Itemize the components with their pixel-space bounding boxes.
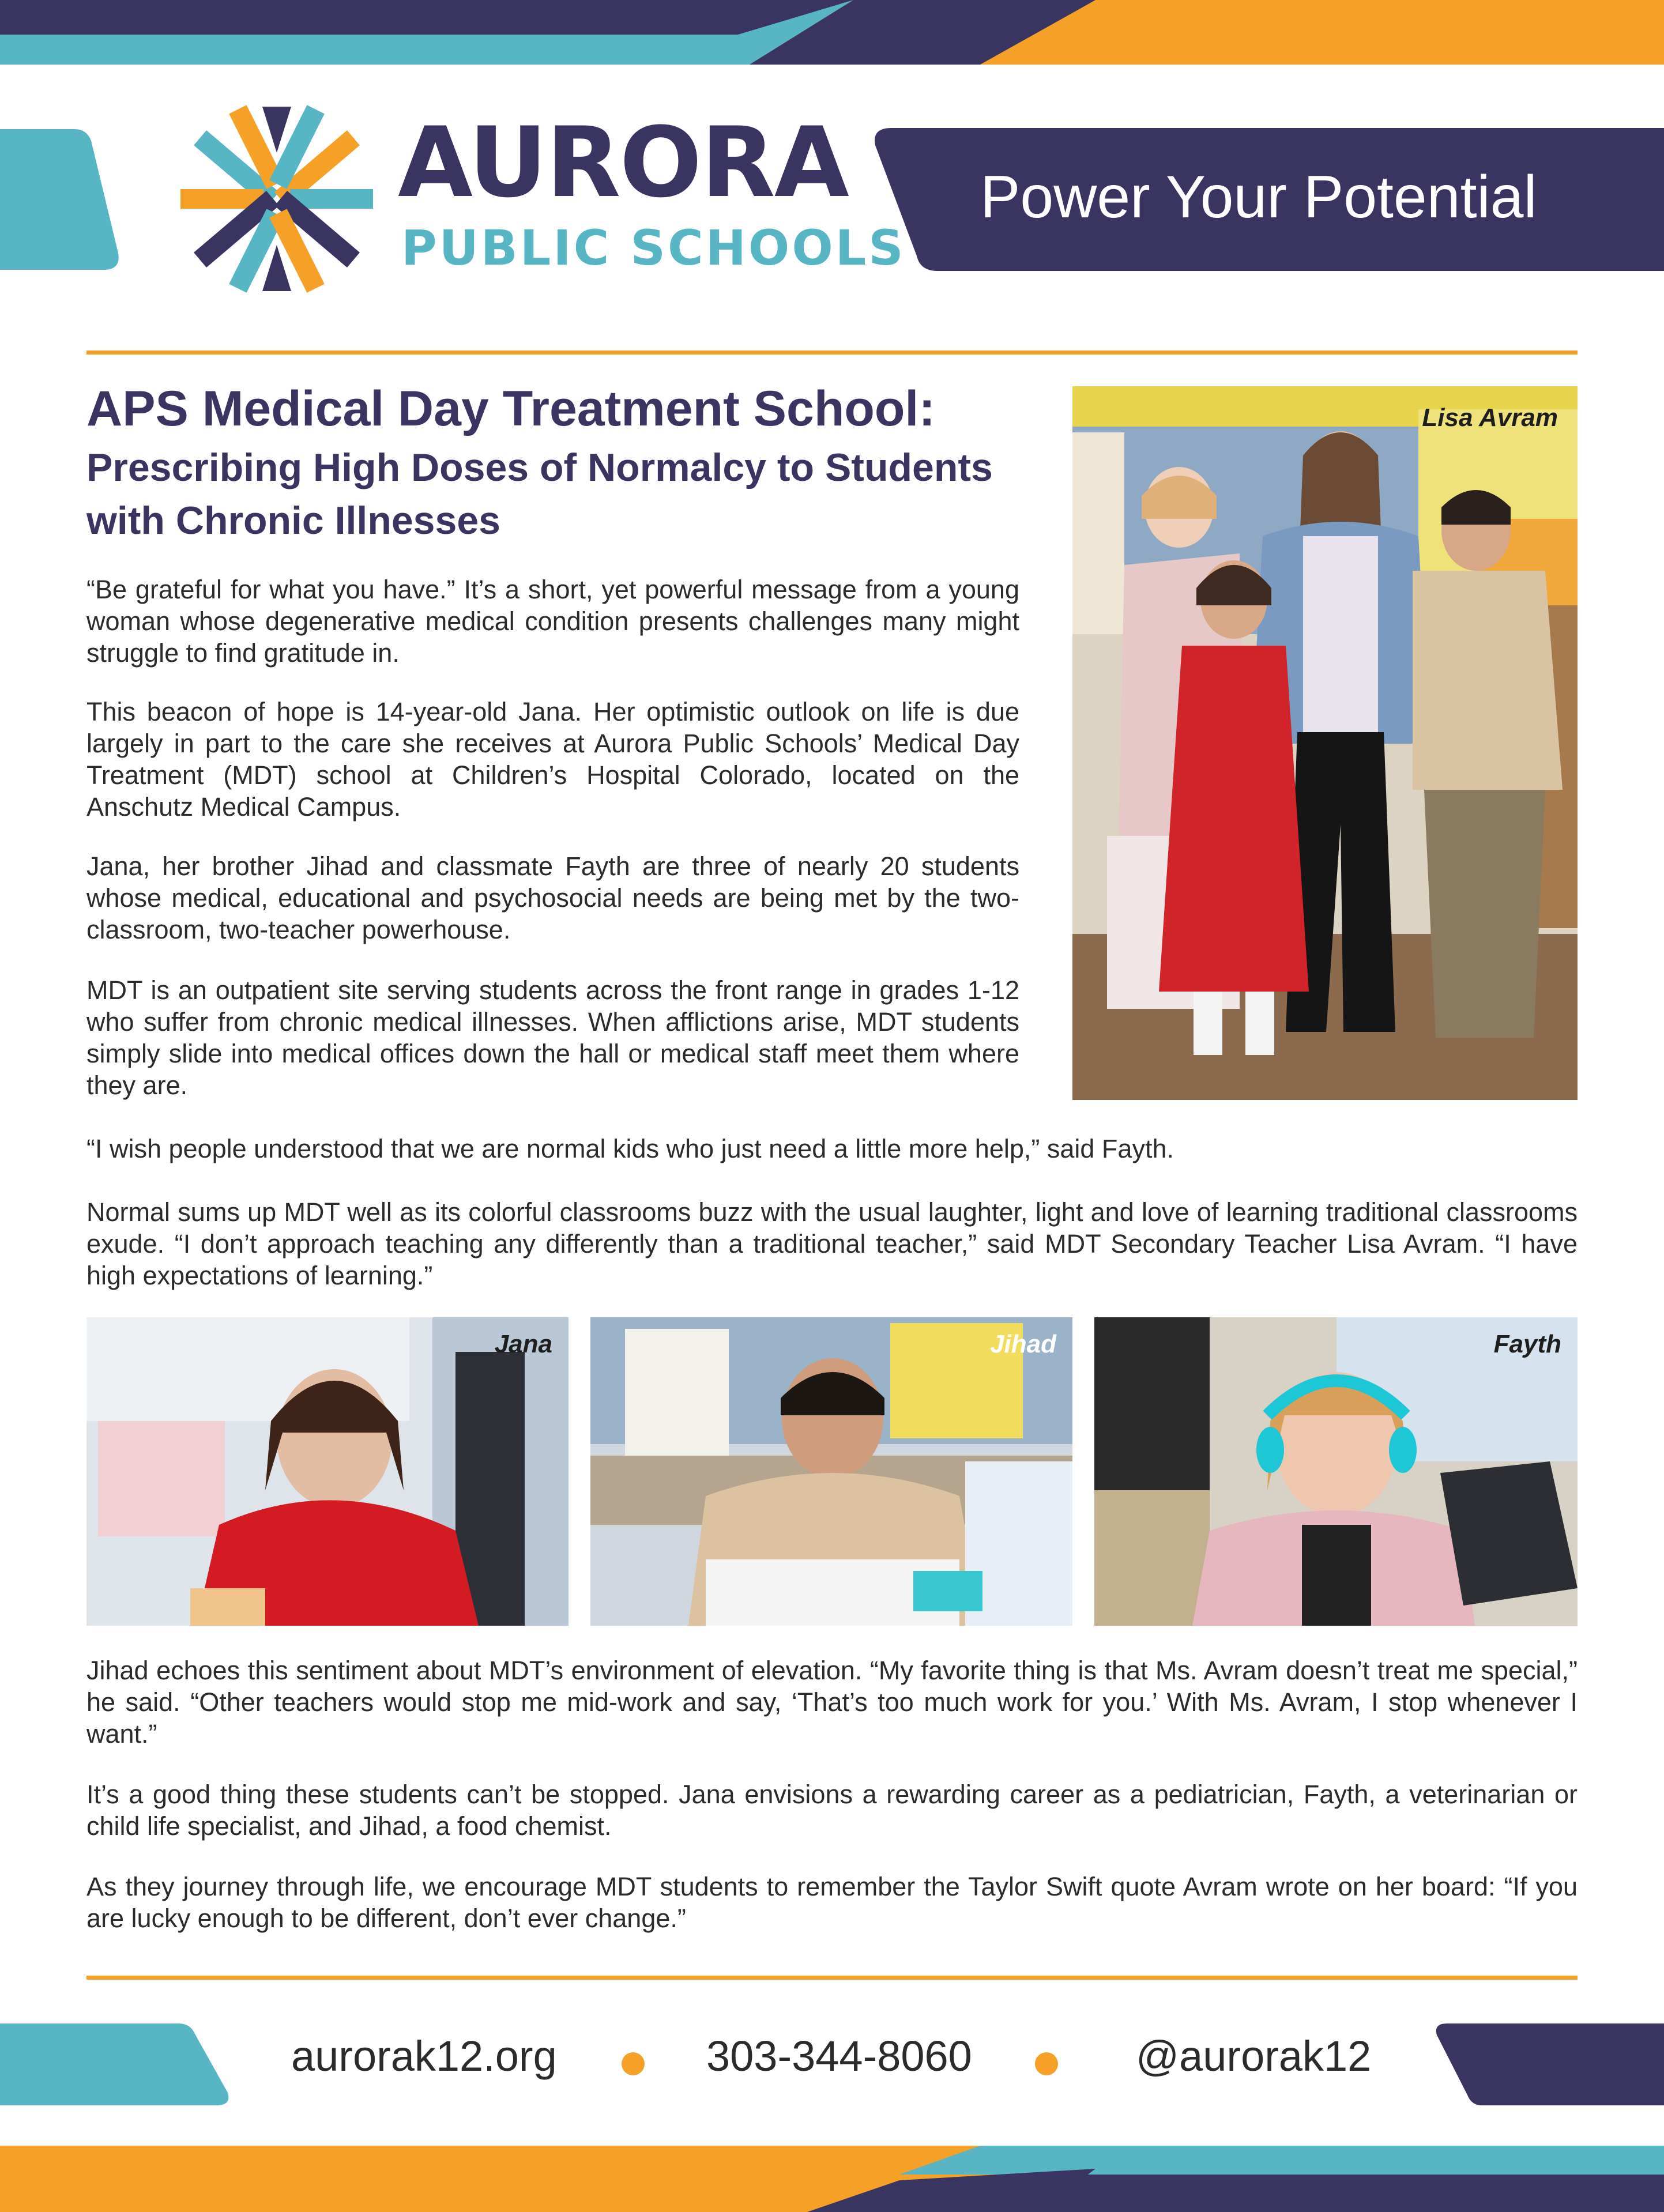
footer-divider [86,1976,1578,1980]
left-teal-tab [0,129,121,270]
footer-phone[interactable]: 303-344-8060 [706,2032,972,2080]
paragraph-1: “Be grateful for what you have.” It’s a short, yet powerful message from a young woman whose degenerative medical condition presents challenges many might struggle to find gratitude in. [86,575,1019,668]
paragraph-7: Jihad echoes this sentiment about MDT’s environment of elevation. “My favorite thing is that Ms. Avram doesn’t treat me special,” he said. “Other teachers would stop me mid-work and say, ‘That’s too much work for you.’ With Ms. Avram, I stop whenever I want.” [86,1656,1578,1749]
footer-separator-dot [1035,2052,1058,2075]
photo-label-jana: Jana [494,1330,552,1358]
footer-separator-dot [622,2052,645,2075]
paragraph-2: This beacon of hope is 14-year-old Jana. Her optimistic outlook on life is due largely in part to the care she receives at Aurora Public Schools’ Medical Day Treatment (MDT) school at Children’s Hospital Colorado, located on the Anschutz Medical Campus. [86,697,1019,822]
paragraph-9: As they journey through life, we encourage MDT students to remember the Taylor Swift quote Avram wrote on her board: “If you are lucky enough to be different, don’t ever change.” [86,1872,1578,1933]
article-subtitle: Prescribing High Doses of Normalcy to Students with Chronic Illnesses [86,446,993,543]
photo-fayth [1094,1317,1578,1626]
footer-right-navy-tab [1436,2023,1664,2105]
bottom-decorative-band [0,2146,1664,2212]
header-divider [86,351,1578,355]
logo-wordmark-aurora: AURORA [398,106,848,219]
aurora-star-logo-icon [179,104,375,294]
top-decorative-band [0,0,1664,65]
logo-wordmark-public-schools: PUBLIC SCHOOLS [401,220,906,276]
photo-jihad [590,1317,1072,1626]
article-title: APS Medical Day Treatment School: [86,381,935,436]
footer-social-handle[interactable]: @aurorak12 [1136,2032,1372,2080]
photo-label-jihad: Jihad [990,1330,1056,1358]
paragraph-8: It’s a good thing these students can’t be stopped. Jana envisions a rewarding career as a pediatrician, Fayth, a veterinarian or child life specialist, and Jihad, a food chemist. [86,1780,1578,1841]
photo-label-fayth: Fayth [1493,1330,1561,1358]
paragraph-6: Normal sums up MDT well as its colorful classrooms buzz with the usual laughter, light and love of learning traditional classrooms exude. “I don’t approach teaching any differently than a traditional teacher,” said MDT Secondary Teacher Lisa Avram. “I have high expectations of learning.” [86,1197,1578,1290]
paragraph-5: “I wish people understood that we are normal kids who just need a little more help,” said Fayth. [86,1134,1174,1163]
photo-jana [86,1317,569,1626]
footer-left-teal-tab [0,2023,231,2105]
tagline-text: Power Your Potential [980,164,1537,231]
photo-teacher-and-students [1072,386,1578,1100]
paragraph-4: MDT is an outpatient site serving students across the front range in grades 1-12 who suffer from chronic medical illnesses. When afflictions arise, MDT students simply slide into medical offices down the hall or medical staff meet them where they are. [86,975,1019,1100]
footer-website-link[interactable]: aurorak12.org [291,2032,557,2080]
paragraph-3: Jana, her brother Jihad and classmate Fayth are three of nearly 20 students whose medical, educational and psychosocial needs are being met by the two-classroom, two-teacher powerhouse. [86,851,1019,944]
photo-label-lisa-avram: Lisa Avram [1422,404,1558,432]
